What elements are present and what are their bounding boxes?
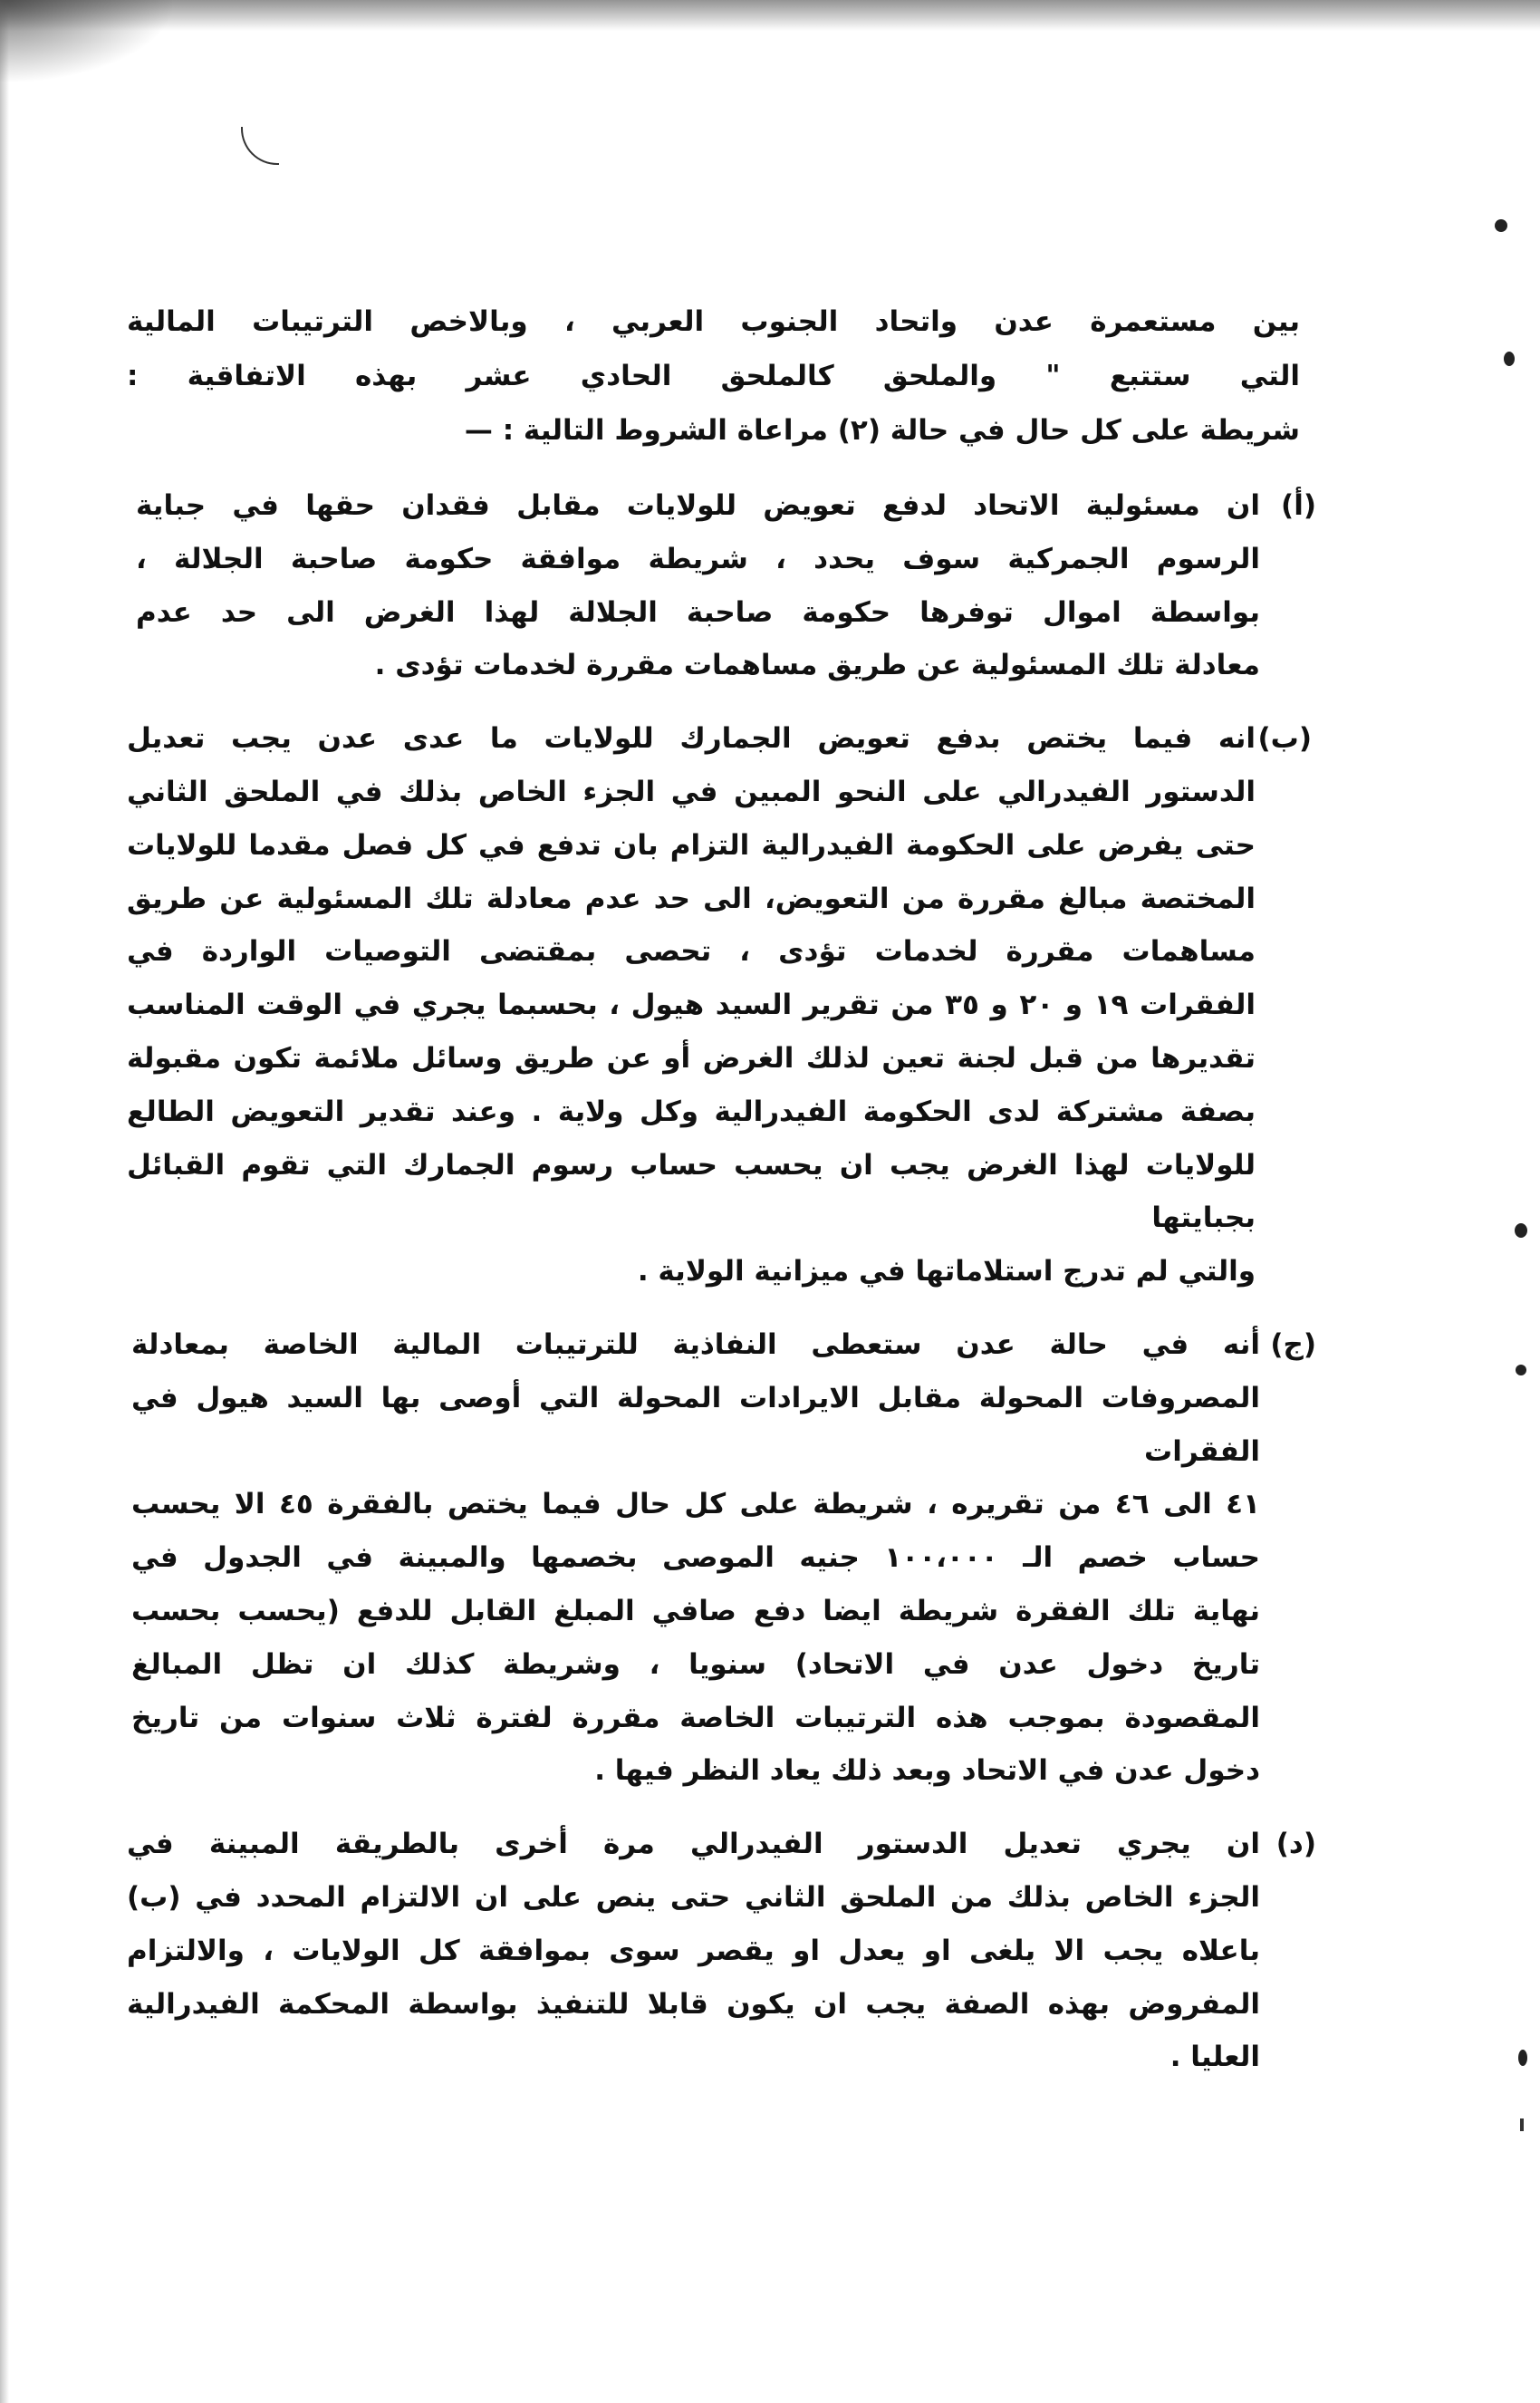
margin-speck — [1518, 2050, 1527, 2066]
text-line: المصروفات المحولة مقابل الايرادات المحولة التي أوصى بها السيد هيول في الفقرات — [131, 1381, 1260, 1468]
scan-left-edge — [0, 0, 9, 2403]
clause-letter: (أ) — [1281, 489, 1316, 522]
text-line: باعلاه يجب الا يلغى او يعدل او يقصر سوى بموافقة كل الولايات ، والالتزام — [127, 1934, 1260, 1967]
text-line: انه فيما يختص بدفع تعويض الجمارك للولايات ما عدى عدن يجب تعديل — [127, 722, 1256, 756]
clause-c — [131, 1318, 1316, 1798]
margin-speck — [1495, 219, 1507, 232]
text-line: التي ستتبع " والملحق كالملحق الحادي عشر بهذه الاتفاقية : — [127, 360, 1300, 392]
text-line: الدستور الفيدرالي على النحو المبين في الجزء الخاص بذلك في الملحق الثاني — [127, 775, 1256, 808]
text-line: العليا . — [1169, 2041, 1260, 2074]
text-line: الجزء الخاص بذلك من الملحق الثاني حتى ينص على ان الالتزام المحدد في (ب) — [127, 1880, 1260, 1914]
document-body — [127, 294, 1316, 2104]
text-line: شريطة على كل حال في حالة (٢) مراعاة الشروط التالية : — — [464, 414, 1300, 447]
margin-speck — [1516, 1365, 1526, 1375]
text-line: بواسطة اموال توفرها حكومة صاحبة الجلالة لهذا الغرض الى حد عدم — [136, 595, 1260, 629]
text-line: ان يجري تعديل الدستور الفيدرالي مرة أخرى بالطريقة المبينة في — [127, 1828, 1260, 1861]
text-line: نهاية تلك الفقرة شريطة ايضا دفع صافي المبلغ القابل للدفع (يحسب بحسب — [131, 1594, 1260, 1627]
text-line: تقديرها من قبل لجنة تعين لذلك الغرض أو عن طريق وسائل ملائمة تكون مقبولة — [127, 1041, 1256, 1075]
text-line: ان مسئولية الاتحاد لدفع تعويض للولايات مقابل فقدان حقها في جباية — [136, 489, 1260, 522]
pen-mark — [241, 127, 279, 165]
margin-speck — [1515, 1223, 1527, 1238]
text-line: والتي لم تدرج استلاماتها في ميزانية الولاية . — [637, 1255, 1256, 1288]
text-line: ٤١ الى ٤٦ من تقريره ، شريطة على كل حال فيما يختص بالفقرة ٤٥ الا يحسب — [131, 1488, 1261, 1521]
clause-b — [127, 712, 1312, 1298]
scan-top-edge — [0, 0, 1540, 31]
clause-d — [127, 1818, 1316, 2084]
text-line: المقصودة بموجب هذه الترتيبات الخاصة مقررة لفترة ثلاث سنوات من تاريخ — [131, 1701, 1260, 1734]
intro-paragraph — [127, 294, 1300, 458]
text-line: تاريخ دخول عدن في الاتحاد) سنويا ، وشريطة كذلك ان تظل المبالغ — [131, 1647, 1260, 1681]
text-line: معادلة تلك المسئولية عن طريق مساهمات مقررة لخدمات تؤدى . — [374, 649, 1260, 682]
text-line: بين مستعمرة عدن واتحاد الجنوب العربي ، وبالاخص الترتيبات المالية — [127, 305, 1300, 338]
text-line: مساهمات مقررة لخدمات تؤدى ، تحصى بمقتضى التوصيات الواردة في — [127, 935, 1256, 969]
clause-letter: (ب) — [1257, 722, 1312, 756]
scan-corner-shadow — [0, 0, 172, 82]
clause-letter: (د) — [1275, 1828, 1316, 1861]
text-line: الرسوم الجمركية سوف يحدد ، شريطة موافقة حكومة صاحبة الجلالة ، — [136, 542, 1260, 575]
clause-a — [127, 479, 1316, 692]
text-line: للولايات لهذا الغرض يجب ان يحسب حساب رسوم الجمارك التي تقوم القبائل بجبايتها — [127, 1148, 1256, 1235]
text-line: حساب خصم الـ ١٠٠،٠٠٠ جنيه الموصى بخصمها والمبينة في الجدول في — [131, 1541, 1260, 1575]
text-line: حتى يفرض على الحكومة الفيدرالية التزام بان تدفع في كل فصل مقدما للولايات — [127, 828, 1256, 862]
margin-speck — [1504, 352, 1515, 366]
clause-letter: (ج) — [1270, 1327, 1316, 1361]
text-line: المختصة مبالغ مقررة من التعويض، الى حد عدم معادلة تلك المسئولية عن طريق — [127, 882, 1256, 915]
text-line: بصفة مشتركة لدى الحكومة الفيدرالية وكل ولاية . وعند تقدير التعويض الطالع — [127, 1095, 1256, 1128]
margin-speck — [1520, 2118, 1524, 2131]
text-line: دخول عدن في الاتحاد وبعد ذلك يعاد النظر فيها . — [594, 1754, 1260, 1788]
text-line: الفقرات ١٩ و ٢٠ و ٣٥ من تقرير السيد هيول ، بحسبما يجري في الوقت المناسب — [127, 989, 1256, 1022]
text-line: أنه في حالة عدن ستعطى النفاذية للترتيبات المالية الخاصة بمعادلة — [131, 1327, 1260, 1361]
text-line: المفروض بهذه الصفة يجب ان يكون قابلا للتنفيذ بواسطة المحكمة الفيدرالية — [127, 1987, 1260, 2021]
